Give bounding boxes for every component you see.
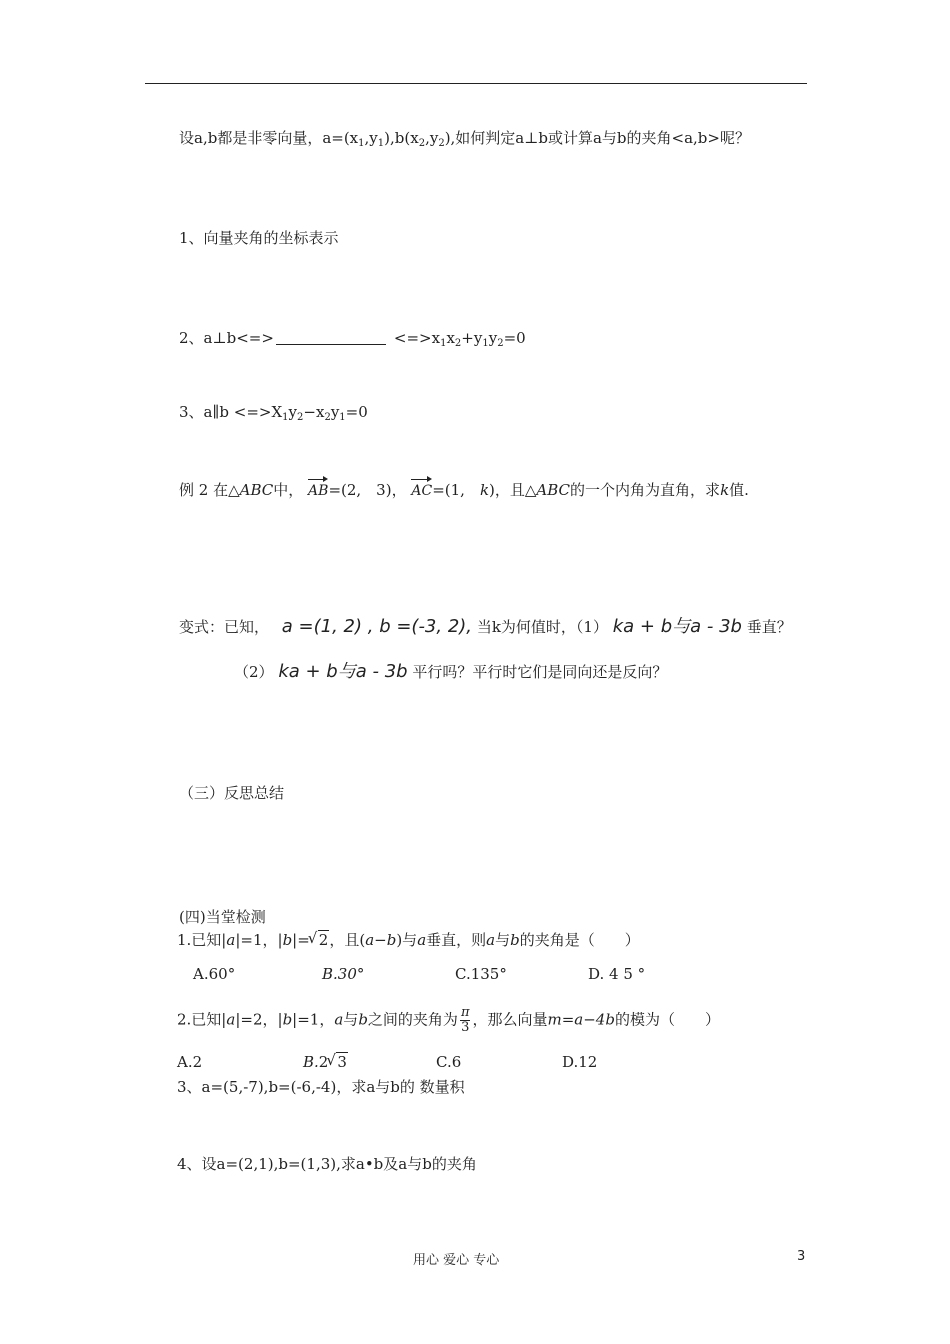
vector-ab: AB bbox=[308, 475, 328, 501]
section-reflection: （三）反思总结 bbox=[179, 784, 285, 802]
question-3: 3、a=(5,-7),b=(-6,-4)，求a与b的 数量积 bbox=[177, 1078, 465, 1096]
q1-option-c: C.135° bbox=[455, 965, 507, 983]
q1-option-d: D. 4 5 ° bbox=[588, 965, 646, 983]
fraction-pi-over-3: $\frac{\pi}{3}$ bbox=[460, 1005, 470, 1035]
variant-q2-formula: ka + b与a - 3b bbox=[278, 661, 408, 682]
header-rule bbox=[145, 83, 807, 84]
q2-option-b: B.2√ 3 bbox=[303, 1052, 348, 1072]
item-3: 3、a∥b $<=>X_1y_2-x_2y_1=0$ bbox=[179, 403, 368, 423]
footer-slogan: 用心 爱心 专心 bbox=[413, 1253, 500, 1268]
intro-question: 设a,b都是非零向量，$a=(x_1,y_1),b(x_2,y_2)$,如何判定a⊥b或计算a与b的夹角<a,b>呢？ bbox=[179, 129, 750, 149]
q1-option-a: A.60° bbox=[193, 965, 236, 983]
vector-ac: AC bbox=[411, 475, 432, 501]
variant-q1-formula: ka + b与a - 3b bbox=[612, 616, 742, 637]
sqrt-2: √ 2 bbox=[310, 930, 330, 950]
question-1: 1.已知|a|=1，|b|=√ 2，且(a−b)与a垂直，则a与b的夹角是（ ） bbox=[177, 930, 640, 950]
page-number: 3 bbox=[797, 1249, 806, 1264]
answer-blank bbox=[276, 330, 386, 345]
variant-question-2: （2） ka + b与a - 3b 平行吗？平行时它们是同向还是反向？ bbox=[234, 661, 668, 682]
sqrt-3: √ 3 bbox=[328, 1052, 348, 1072]
variant-formula: a =(1, 2) , b =(-3, 2), bbox=[281, 616, 473, 637]
q2-option-a: A.2 bbox=[177, 1053, 203, 1071]
q2-option-c: C.6 bbox=[436, 1053, 462, 1071]
question-2: 2.已知|a|=2，|b|=1，a与b之间的夹角为 $\frac{\pi}{3}$ ，那么向量m=a−4b的模为（ ） bbox=[177, 1005, 720, 1035]
section-check: (四)当堂检测 bbox=[179, 908, 266, 926]
q1-option-b: B.30° bbox=[322, 965, 365, 983]
q2-option-d: D.12 bbox=[562, 1053, 598, 1071]
variant-problem: 变式：已知， a =(1, 2) , b =(-3, 2), 当k为何值时，（1） ka + b与a - 3b 垂直？ bbox=[179, 616, 792, 637]
item-1: 1、向量夹角的坐标表示 bbox=[179, 229, 339, 247]
question-4: 4、设a=(2,1),b=(1,3),求a•b及a与b的夹角 bbox=[177, 1155, 477, 1173]
example-2: 例 2 在△ABC中， AB=(2, 3)， AC=(1, k)，且△ABC的一个内角为直角，求k值. bbox=[179, 475, 749, 501]
item-2: 2、a⊥b<=> $<=>x_1x_2+y_1y_2=0$ bbox=[179, 329, 526, 349]
